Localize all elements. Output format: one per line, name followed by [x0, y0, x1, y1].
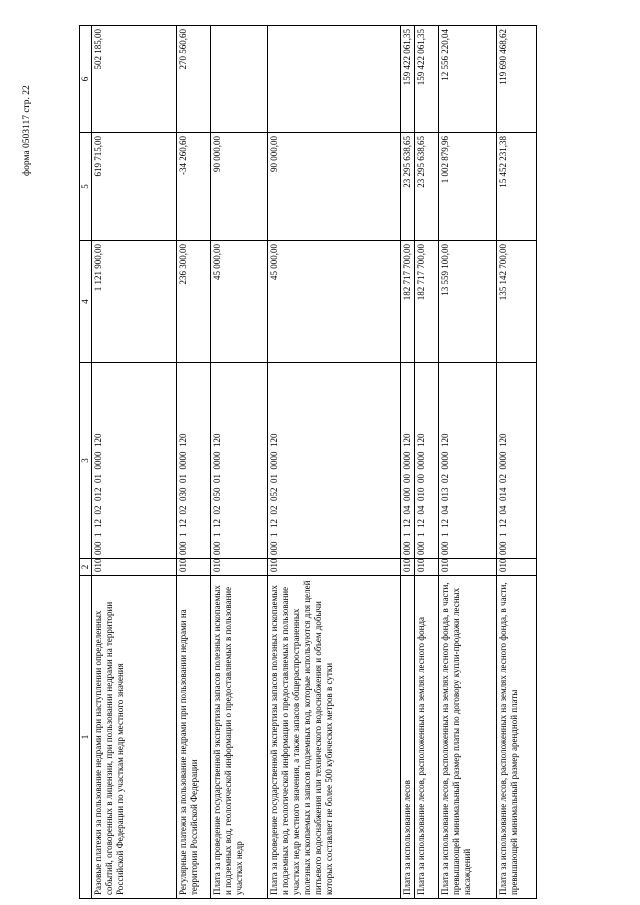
table-row — [268, 26, 401, 899]
form-number-label — [20, 18, 38, 178]
table-row — [211, 26, 268, 899]
table-row — [177, 26, 211, 899]
row-unexecuted: 502 185,00 — [92, 26, 177, 133]
column-header: 4 — [80, 241, 92, 363]
row-executed: 619 715,00 — [92, 133, 177, 241]
row-line-code: 010 — [177, 559, 211, 576]
table-row — [439, 26, 497, 899]
row-line-code: 010 — [268, 559, 401, 576]
row-line-code: 010 — [415, 559, 439, 576]
row-budget-code: 000 1 12 02 052 01 0000 120 — [268, 363, 401, 559]
column-header: 6 — [80, 26, 92, 133]
column-header: 2 — [80, 559, 92, 576]
row-unexecuted: 119 690 468,62 — [497, 26, 537, 133]
row-budget-code: 000 1 12 02 030 01 0000 120 — [177, 363, 211, 559]
row-line-code: 010 — [497, 559, 537, 576]
row-name: Плата за проведение государственной экспертизы запасов полезных ископаемых и подземных вод, геологической информации о предоставляемых в пользование участках недр местного значения, а также запасов общераспространенных полезных ископаемых и запасов подземных вод, которые используются для целей питьевого водоснабжения или технического водоснабжения и объем добычи которых составляет не более 500 кубических метров в сутки — [268, 576, 401, 899]
row-budget-code: 000 1 12 02 012 01 0000 120 — [92, 363, 177, 559]
row-approved: 182 717 700,00 — [401, 241, 415, 363]
row-line-code: 010 — [439, 559, 497, 576]
row-executed: 90 000,00 — [268, 133, 401, 241]
row-approved: 45 000,00 — [268, 241, 401, 363]
column-header: 1 — [80, 576, 92, 899]
row-name: Регулярные платежи за пользование недрами при пользовании недрами на территории Российской Федерации — [177, 576, 211, 899]
column-number-row — [80, 26, 92, 899]
row-budget-code: 000 1 12 04 010 00 0000 120 — [415, 363, 439, 559]
row-approved: 182 717 700,00 — [415, 241, 439, 363]
column-header: 3 — [80, 363, 92, 559]
row-approved: 13 559 100,00 — [439, 241, 497, 363]
form-number-text: форма 0503117 стр. 22 — [22, 85, 32, 176]
row-line-code: 010 — [92, 559, 177, 576]
row-unexecuted: 159 422 061,35 — [401, 26, 415, 133]
table-row — [401, 26, 415, 899]
row-name: Разовые платежи за пользование недрами при наступлении определенных событий, оговоренных в лицензии, при пользовании недрами на территории Российской Федерации по участкам недр местного значения — [92, 576, 177, 899]
row-budget-code: 000 1 12 04 013 02 0000 120 — [439, 363, 497, 559]
row-unexecuted — [268, 26, 401, 133]
row-unexecuted: 270 560,60 — [177, 26, 211, 133]
row-approved: 236 300,00 — [177, 241, 211, 363]
row-name: Плата за использование лесов, расположенных на землях лесного фонда, в части, превышающей минимальный размер арендной платы — [497, 576, 537, 899]
row-name: Плата за использование лесов, расположенных на землях лесного фонда, в части, превышающей минимальный размер платы по договору купли-продажи лесных насаждений — [439, 576, 497, 899]
row-executed: 23 295 638,65 — [415, 133, 439, 241]
row-approved: 1 121 900,00 — [92, 241, 177, 363]
row-line-code: 010 — [401, 559, 415, 576]
column-header: 5 — [80, 133, 92, 241]
row-approved: 45 000,00 — [211, 241, 268, 363]
row-executed: -34 260,60 — [177, 133, 211, 241]
row-executed: 23 295 638,65 — [401, 133, 415, 241]
row-name: Плата за использование лесов — [401, 576, 415, 899]
row-approved: 135 142 700,00 — [497, 241, 537, 363]
row-name: Плата за проведение государственной экспертизы запасов полезных ископаемых и подземных вод, геологической информации о предоставляемых в пользование участках недр — [211, 576, 268, 899]
row-executed: 1 002 879,96 — [439, 133, 497, 241]
row-unexecuted: 12 556 220,04 — [439, 26, 497, 133]
row-budget-code: 000 1 12 04 014 02 0000 120 — [497, 363, 537, 559]
row-unexecuted: 159 422 061,35 — [415, 26, 439, 133]
row-executed: 90 000,00 — [211, 133, 268, 241]
report-table-container — [79, 26, 623, 899]
row-unexecuted — [211, 26, 268, 133]
row-executed: 15 452 231,38 — [497, 133, 537, 241]
row-budget-code: 000 1 12 04 000 00 0000 120 — [401, 363, 415, 559]
rotated-page — [79, 26, 623, 899]
row-name: Плата за использование лесов, расположенных на землях лесного фонда — [415, 576, 439, 899]
row-line-code: 010 — [211, 559, 268, 576]
table-row — [92, 26, 177, 899]
table-row — [497, 26, 537, 899]
revenue-table — [79, 25, 537, 899]
table-row — [415, 26, 439, 899]
row-budget-code: 000 1 12 02 050 01 0000 120 — [211, 363, 268, 559]
